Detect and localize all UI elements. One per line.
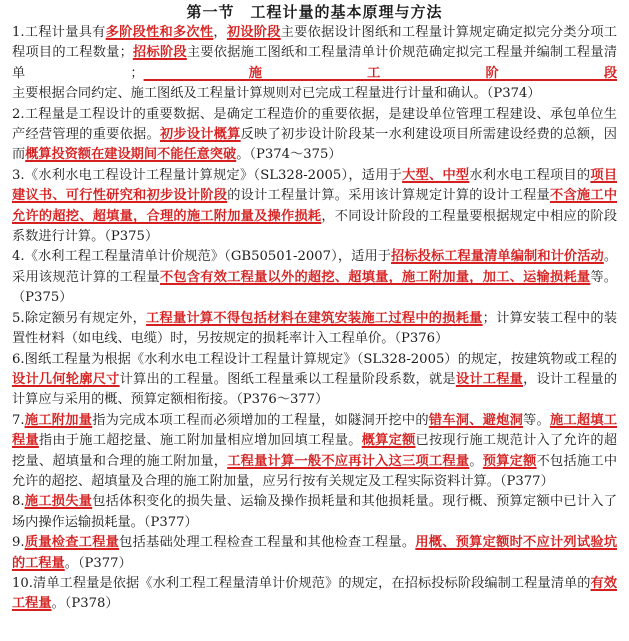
item-text: 1.工程计量具有 (12, 25, 106, 40)
item-text: 包括体积变化的损失量、运输及操作损耗量和其他损耗量。现行概、预算定额中已计入了场内操作运输损耗量。（P377） (12, 494, 618, 530)
highlighted-key-phrase: 不含施工中允许的超挖、超填量，合理的施工附加量及操作损耗 (12, 188, 618, 224)
highlighted-key-phrase: 设计工程量 (455, 371, 524, 387)
item-text: 10.清单工程量是依据《水利工程工程量清单计价规范》的规定，在招标投标阶段编制工程量清单的 (12, 575, 591, 591)
item-text: 7. (12, 412, 25, 428)
item-text: 水利水电工程项目的 (469, 167, 591, 183)
item-text: 等。 (523, 412, 550, 428)
numbered-item (12, 23, 617, 105)
highlighted-key-phrase: 施工附加量 (24, 412, 93, 428)
item-text: 2.工程量是工程设计的重要数据、是确定工程造价的重要依据，是建设单位管理工程建设、承包单位生产经营管理的重要依据。 (12, 106, 617, 143)
highlighted-key-phrase: 不包含有效工程量以外的超挖、超填量，施工附加量，加工、运输损耗量 (159, 269, 591, 285)
item-text: 5.除定额另有规定外， (12, 310, 147, 326)
highlighted-key-phrase: 初步设计概算 (159, 127, 241, 143)
item-text: 指由于施工超挖量、施工附加量相应增加回填工程量。 (38, 433, 362, 449)
item-text: 不包括施工中允许的超挖、超填量及合理的施工附加量，应另行按有关规定及工程实际资料计算。（P377） (12, 453, 618, 489)
highlighted-key-phrase: 概算投资额在建设期间不能任意突破 (25, 147, 237, 163)
highlighted-key-phrase: 工程量计算一般不应再计入这三项工程量 (227, 453, 470, 469)
numbered-item (12, 166, 617, 248)
numbered-item (12, 492, 617, 533)
highlighted-key-phrase: 质量检查工程量 (24, 535, 120, 551)
highlighted-key-phrase: 工程量计算不得包括材料在建筑安装施工过程中的损耗量 (146, 310, 483, 326)
item-text: 计算出的工程量。图纸工程量乘以工程量阶段系数，就是 (119, 371, 456, 387)
item-text: 主要依据设计图纸和工程量计算规定确定拟完分类分项工程项目的工程数量； (12, 25, 618, 61)
highlighted-key-phrase: 初设阶段 (226, 25, 281, 40)
highlighted-key-phrase: 有效工程量 (12, 575, 618, 612)
highlighted-key-phrase: 设计几何轮廓尺寸 (12, 371, 120, 387)
numbered-item (12, 350, 617, 411)
highlighted-key-phrase: 用概、预算定额时不应计列试验坑的工程量 (12, 535, 618, 571)
item-text: ；计算安装工程中的装置性材料（如电线、电缆）时，另按规定的损耗率计入工程单价。（P376） (12, 310, 618, 347)
section-title: 第一节 工程计量的基本原理与方法 (186, 3, 443, 21)
highlighted-key-phrase: 错车洞、避炮洞 (428, 412, 524, 428)
item-text: 。 (469, 453, 483, 469)
highlighted-key-phrase: 招标阶段 (132, 45, 187, 61)
item-text: ， (213, 25, 227, 40)
item-text: 8. (12, 494, 25, 510)
highlighted-key-phrase: 施工阶段 (143, 65, 618, 81)
highlighted-key-phrase: 大型、中型 (402, 167, 470, 183)
item-text: 6.图纸工程量为根据《水利水电工程设计工程量计算规定》（SL328-2005）的规定，按建筑物或工程的 (12, 351, 617, 367)
item-text: 。（P377） (64, 555, 132, 571)
item-text: 指为完成本项工程而必须增加的工程量，如隧洞开挖中的 (92, 412, 429, 428)
item-text: 。采用该规范计算的工程量 (12, 249, 617, 285)
item-text: 主要依据施工图纸和工程量清单计价规范确定拟完工程量并编制工程量清单； (12, 45, 618, 81)
highlighted-key-phrase: 项目建议书、可行性研究和初步设计阶段 (12, 167, 618, 204)
numbered-item (12, 105, 617, 166)
highlighted-key-phrase: 多阶段性和多次性 (105, 25, 214, 40)
item-text: 。（P378） (51, 596, 119, 612)
item-text: 。（P374～375） (236, 147, 342, 163)
item-text: 3.《水利水电工程设计工程量计算规定》（SL328-2005），适用于 (12, 167, 403, 183)
item-list (12, 23, 617, 615)
item-text: 9. (12, 535, 25, 551)
numbered-item (12, 309, 617, 350)
item-text: 等。（P375） (12, 269, 617, 306)
item-text: 包括基础处理工程检查工程量和其他检查工程量。 (119, 535, 416, 551)
highlighted-key-phrase: 概算定额 (361, 433, 416, 449)
item-text: 4.《水利工程工程量清单计价规范》（GB50501-2007），适用于 (12, 249, 392, 265)
numbered-item (12, 574, 617, 615)
highlighted-key-phrase: 施工超填工程量 (12, 412, 618, 449)
item-text: ，不同设计阶段的工程量要根据规定中相应的阶段系数进行计算。（P375） (12, 208, 618, 245)
item-text: 已按现行施工规范计入了允许的超挖量、超填量和合理的施工附加量， (12, 433, 618, 469)
highlighted-key-phrase: 预算定额 (482, 453, 537, 469)
item-text: ，设计工程量的计算应与采用的概、预算定额相衔接。（P376～377） (12, 371, 618, 408)
item-text: 反映了初步设计阶段某一水利建设项目所需建设经费的总额，因而 (12, 127, 617, 163)
numbered-item (12, 533, 617, 574)
numbered-item (12, 247, 617, 308)
highlighted-key-phrase: 招标投标工程量清单编制和计价活动 (391, 249, 604, 265)
numbered-item (12, 411, 617, 493)
item-text: 主要根据合同约定、施工图纸及工程量计算规则对已完成工程量进行计量和确认。（P374） (12, 86, 541, 102)
item-text: 的设计工程量计算。采用该计算规定计算的设计工程量 (227, 188, 551, 204)
highlighted-key-phrase: 施工损失量 (24, 494, 93, 510)
